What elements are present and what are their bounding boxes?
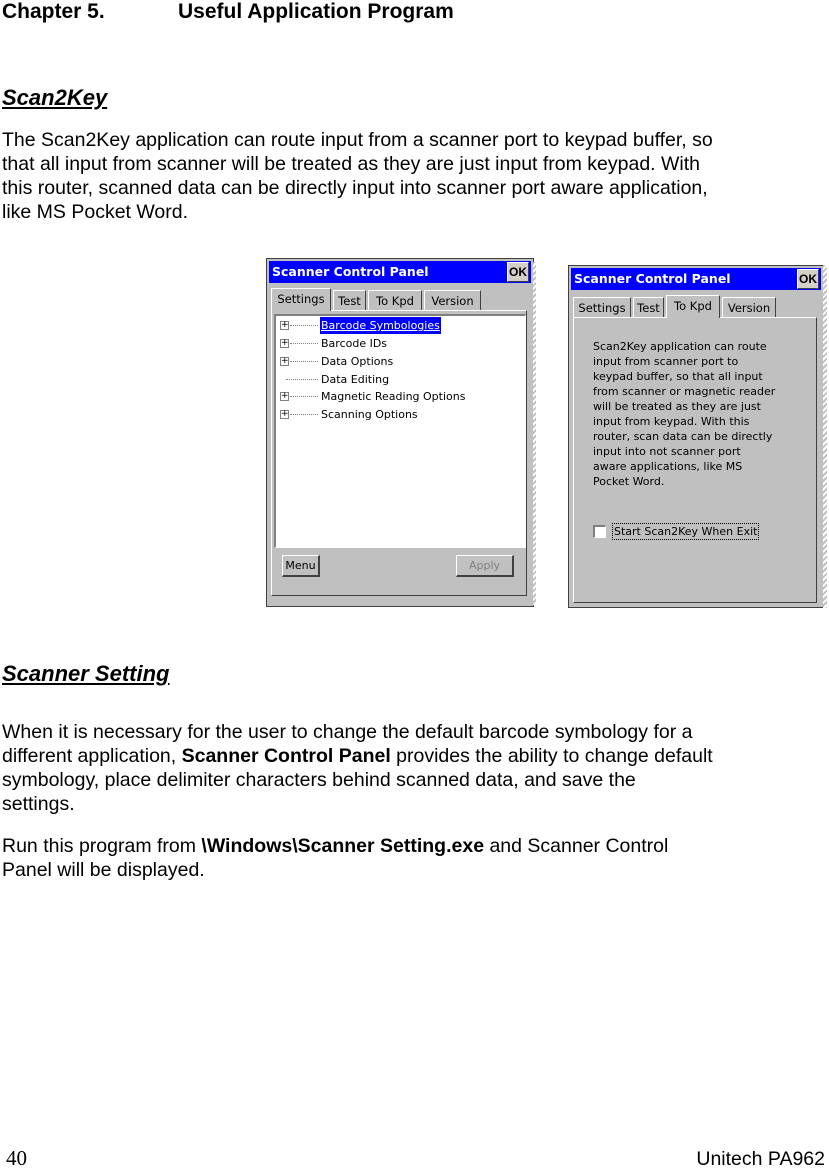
tree-item-label: Magnetic Reading Options <box>321 390 466 403</box>
description-line: Pocket Word. <box>593 475 665 488</box>
scanner-setting-heading: Scanner Setting <box>2 661 170 686</box>
tab-settings[interactable]: Settings <box>271 288 331 311</box>
description-line: keypad buffer, so that all input <box>593 370 763 383</box>
to-kpd-description <box>593 339 775 489</box>
ok-button[interactable]: OK <box>797 269 819 289</box>
menu-button[interactable]: Menu <box>282 555 320 577</box>
tab-to-kpd[interactable]: To Kpd <box>666 295 720 318</box>
paragraph-line: symbology, place delimiter characters behind scanned data, and save the <box>2 769 636 791</box>
title-bar <box>269 261 531 283</box>
run-program-paragraph <box>2 834 668 882</box>
scanner-control-panel-name: Scanner Control Panel <box>181 745 391 767</box>
tree-item-label: Barcode IDs <box>321 337 388 350</box>
scanner-control-panel-settings <box>266 258 534 607</box>
tree-item-label: Barcode Symbologies <box>321 319 440 332</box>
start-scan2key-label[interactable]: Start Scan2Key When Exit <box>614 525 758 538</box>
scan2key-heading: Scan2Key <box>2 85 108 110</box>
description-line: input from keypad. With this <box>593 415 750 428</box>
tab-settings[interactable]: Settings <box>573 297 631 317</box>
tree-item-label: Data Editing <box>321 373 390 386</box>
tab-version[interactable]: Version <box>722 297 776 317</box>
tab-test[interactable]: Test <box>633 297 664 317</box>
scan2key-paragraph <box>2 128 713 224</box>
tree-item-label: Data Options <box>321 355 394 368</box>
paragraph-line: like MS Pocket Word. <box>2 201 189 223</box>
paragraph-line: settings. <box>2 793 75 815</box>
paragraph-line: Panel will be displayed. <box>2 859 205 881</box>
description-line: will be treated as they are just <box>593 400 761 413</box>
description-line: Scan2Key application can route <box>593 340 767 353</box>
expand-icon[interactable]: + <box>281 391 289 401</box>
title-bar <box>571 268 821 290</box>
screenshot-edge <box>823 265 827 608</box>
start-scan2key-checkbox[interactable] <box>593 525 606 538</box>
chapter-number: Chapter 5. <box>2 0 105 23</box>
scanner-control-panel-to-kpd <box>568 265 824 608</box>
paragraph-line: this router, scanned data can be directly input into scanner port aware application, <box>2 177 708 199</box>
tab-to-kpd[interactable]: To Kpd <box>368 290 422 310</box>
footer-brand: Unitech PA962 <box>696 1148 825 1170</box>
description-line: router, scan data can be directly <box>593 430 773 443</box>
description-line: input from scanner port to <box>593 355 739 368</box>
description-line: input into not scanner port <box>593 445 741 458</box>
settings-tree[interactable] <box>274 314 526 548</box>
expand-icon[interactable]: + <box>281 338 289 348</box>
paragraph-line: that all input from scanner will be treated as they are just input from keypad. With <box>2 153 701 175</box>
description-line: aware applications, like MS <box>593 460 743 473</box>
ok-button[interactable]: OK <box>507 262 529 282</box>
window-title: Scanner Control Panel <box>272 264 429 279</box>
expand-icon[interactable]: + <box>281 356 289 366</box>
apply-button[interactable]: Apply <box>456 555 514 577</box>
expand-icon[interactable]: + <box>281 409 289 419</box>
tree-item-label: Scanning Options <box>321 408 418 421</box>
expand-icon[interactable]: + <box>281 320 289 330</box>
paragraph-line: different application, Scanner Control Panel provides the ability to change default <box>2 745 713 767</box>
window-title: Scanner Control Panel <box>574 271 731 286</box>
tab-test[interactable]: Test <box>333 290 366 310</box>
paragraph-line: When it is necessary for the user to change the default barcode symbology for a <box>2 721 693 743</box>
chapter-title: Useful Application Program <box>178 0 454 23</box>
chapter-heading <box>2 0 454 24</box>
tab-version[interactable]: Version <box>424 290 481 310</box>
program-path: \Windows\Scanner Setting.exe <box>201 835 485 857</box>
paragraph-line: The Scan2Key application can route input from a scanner port to keypad buffer, so <box>2 129 713 151</box>
screenshot-edge <box>533 262 536 605</box>
description-line: from scanner or magnetic reader <box>593 385 776 398</box>
scanner-setting-paragraph <box>2 720 713 816</box>
paragraph-line: Run this program from \Windows\Scanner Setting.exe and Scanner Control <box>2 835 669 857</box>
page-number: 40 <box>6 1146 27 1170</box>
